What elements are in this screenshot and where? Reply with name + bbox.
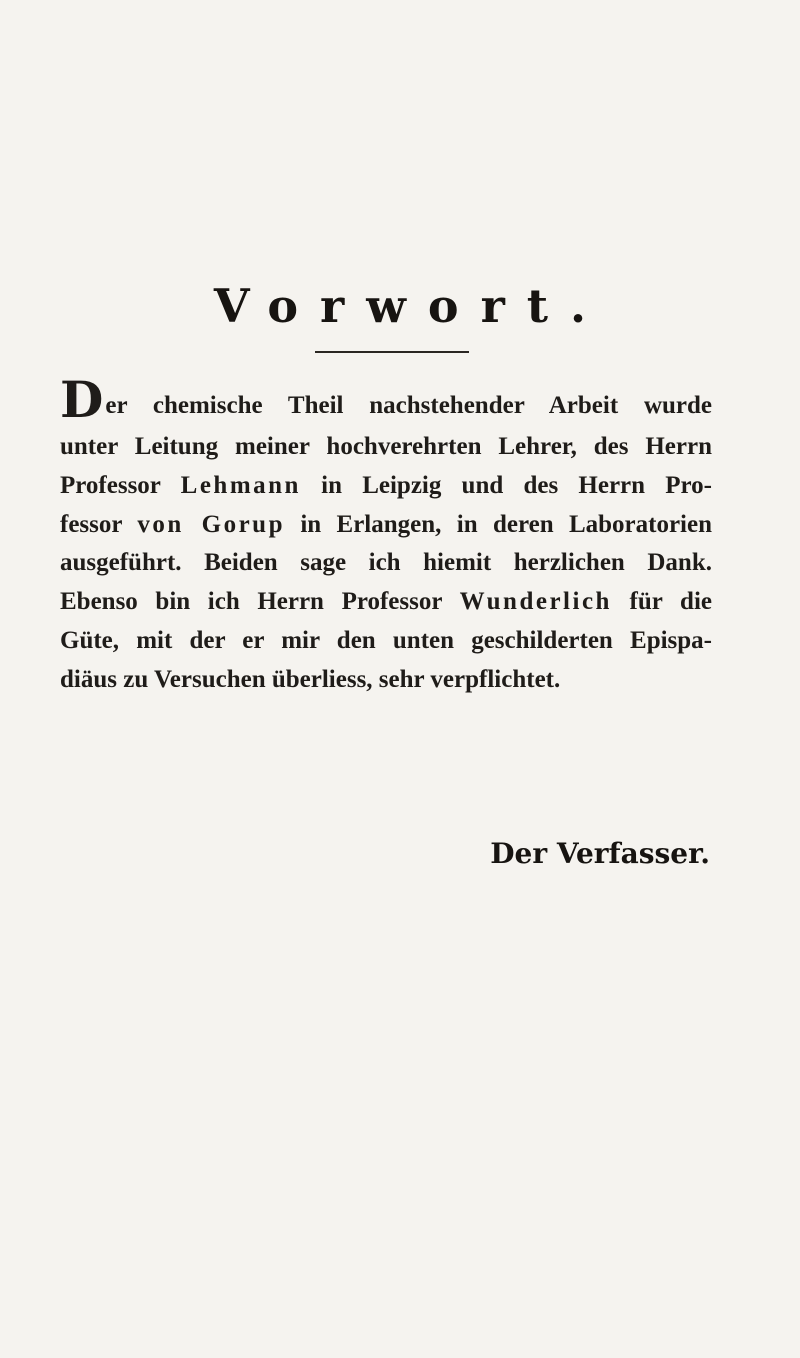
text-segment: für die [611,588,712,616]
text-segment: Ebenso bin ich Herrn Professor [60,588,460,616]
text-line [60,428,712,467]
text-line [60,506,712,545]
text-line [60,661,712,700]
text-segment: Güte, mit der er mir den unten geschilderten Epispa- [60,626,712,654]
author-name-gorup: von Gorup [137,510,285,538]
text-segment: er chemische Theil nachstehender Arbeit wurde [105,392,712,419]
page-title: Vorwort. [213,279,609,333]
drop-cap: D [60,370,104,429]
signature: Der Verfasser. [490,837,710,870]
text-segment: diäus zu Versuchen überliess, sehr verpflichtet. [60,665,561,693]
text-segment: in Erlangen, in deren Laboratorien [284,510,712,538]
text-segment: Professor [60,471,181,499]
text-line [60,583,712,622]
author-name-lehmann: Lehmann [180,471,301,499]
title-divider [315,351,469,353]
text-segment: ausgeführt. Beiden sage ich hiemit herzlichen Dank. [60,549,712,577]
text-segment: in Leipzig und des Herrn Pro- [300,471,712,499]
text-line [60,467,712,506]
author-name-wunderlich: Wunderlich [459,588,612,616]
text-segment: fessor [60,510,138,538]
preface-paragraph [60,370,712,700]
text-segment: unter Leitung meiner hochverehrten Lehrer, des Herrn [60,433,712,460]
text-line [60,544,712,583]
text-line [60,622,712,661]
text-line [60,370,712,429]
